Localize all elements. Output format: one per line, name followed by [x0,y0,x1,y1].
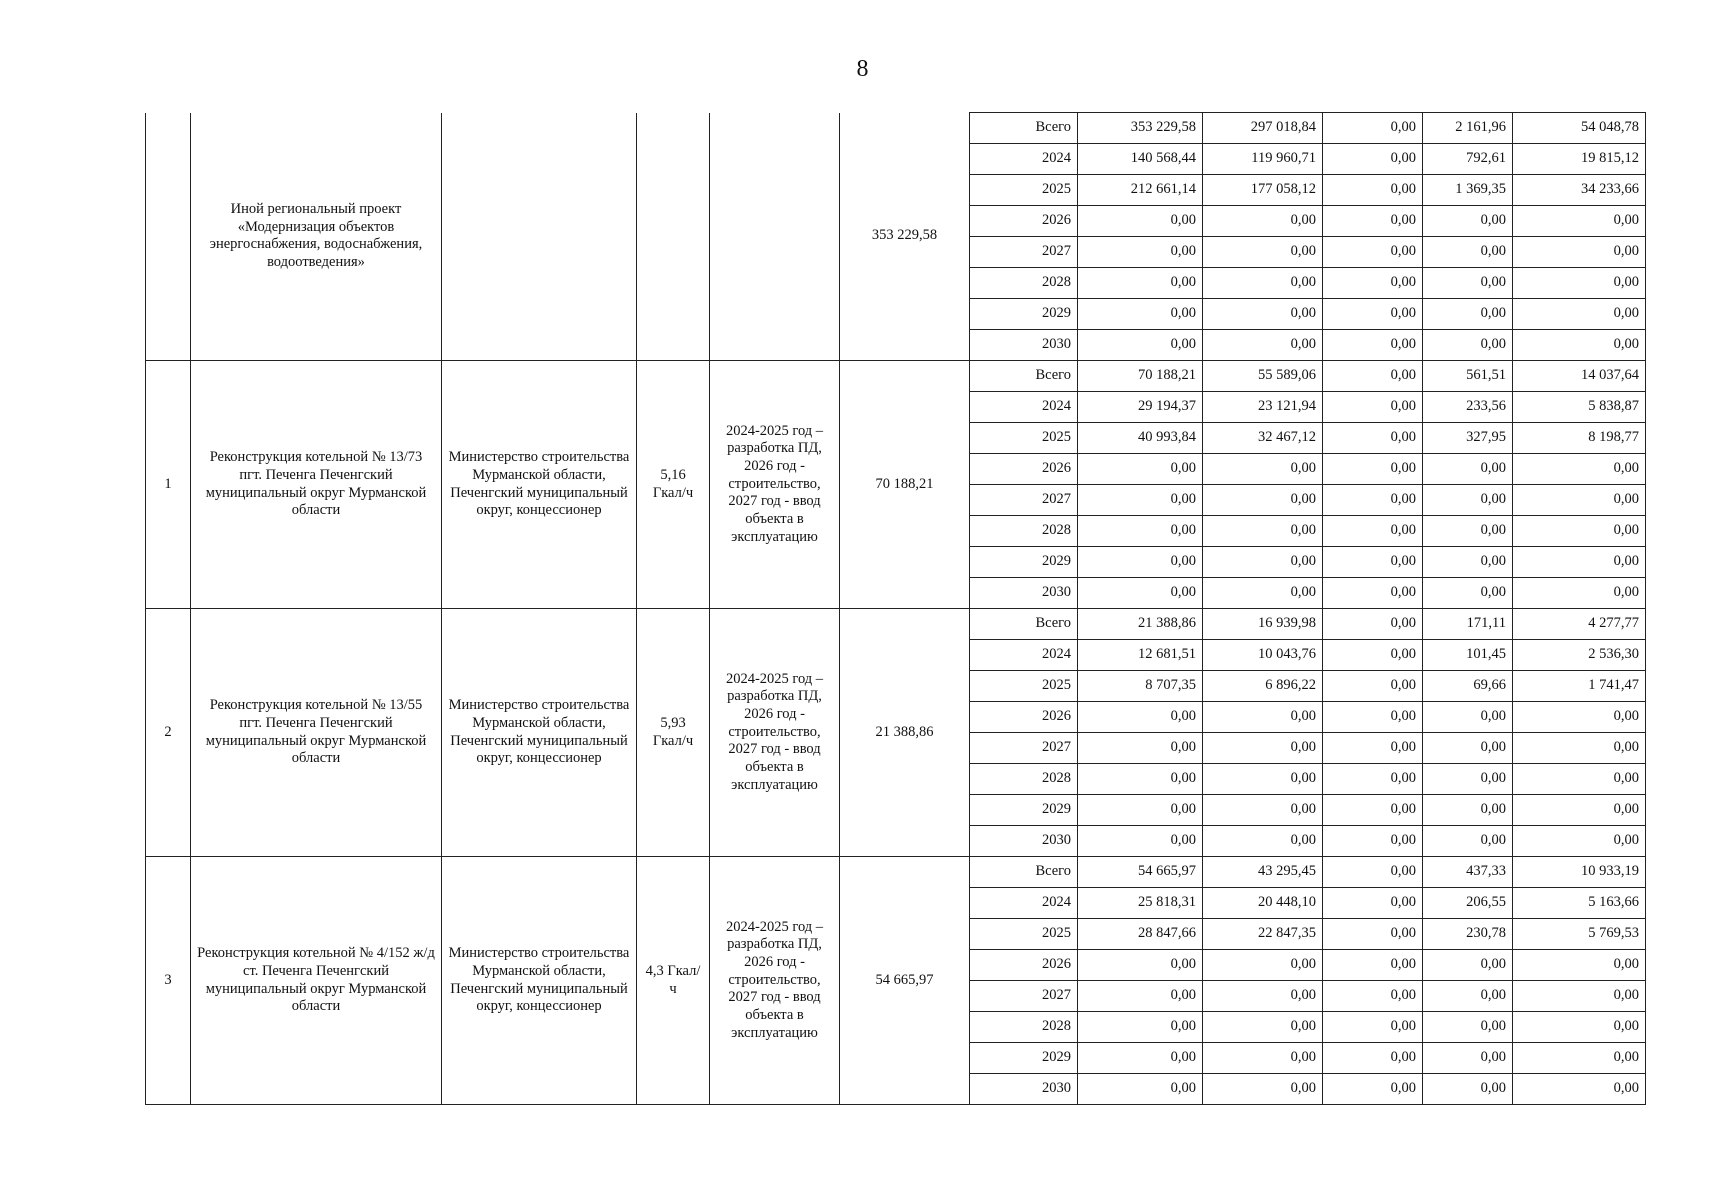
amount-local-cell: 0,00 [1423,764,1513,795]
amount-local-cell: 0,00 [1423,547,1513,578]
amount-federal-cell: 0,00 [1203,826,1323,857]
amount-extra-cell: 0,00 [1513,516,1646,547]
amount-federal-cell: 55 589,06 [1203,361,1323,392]
amount-federal-cell: 0,00 [1203,1043,1323,1074]
amount-total-cell: 212 661,14 [1078,175,1203,206]
amount-local-cell: 0,00 [1423,299,1513,330]
amount-extra-cell: 0,00 [1513,733,1646,764]
executor-cell: Министерство строительства Мурманской области, Печенгский муниципальный округ, концессионер [442,609,637,857]
amount-federal-cell: 20 448,10 [1203,888,1323,919]
amount-federal-cell: 10 043,76 [1203,640,1323,671]
amount-local-cell: 327,95 [1423,423,1513,454]
amount-extra-cell: 0,00 [1513,1012,1646,1043]
amount-extra-cell: 14 037,64 [1513,361,1646,392]
amount-total-cell: 8 707,35 [1078,671,1203,702]
amount-local-cell: 230,78 [1423,919,1513,950]
amount-federal-cell: 0,00 [1203,764,1323,795]
amount-local-cell: 0,00 [1423,795,1513,826]
amount-local-cell: 2 161,96 [1423,113,1513,144]
amount-local-cell: 0,00 [1423,1012,1513,1043]
year-cell: 2024 [970,640,1078,671]
amount-other-cell: 0,00 [1323,671,1423,702]
amount-extra-cell: 0,00 [1513,702,1646,733]
amount-local-cell: 0,00 [1423,454,1513,485]
amount-other-cell: 0,00 [1323,392,1423,423]
amount-federal-cell: 0,00 [1203,330,1323,361]
amount-federal-cell: 0,00 [1203,485,1323,516]
amount-local-cell: 206,55 [1423,888,1513,919]
amount-local-cell: 0,00 [1423,485,1513,516]
amount-federal-cell: 0,00 [1203,516,1323,547]
amount-total-cell: 0,00 [1078,206,1203,237]
amount-other-cell: 0,00 [1323,981,1423,1012]
amount-federal-cell: 0,00 [1203,454,1323,485]
amount-other-cell: 0,00 [1323,113,1423,144]
amount-other-cell: 0,00 [1323,826,1423,857]
year-cell: 2024 [970,392,1078,423]
amount-other-cell: 0,00 [1323,578,1423,609]
amount-local-cell: 792,61 [1423,144,1513,175]
year-cell: 2029 [970,795,1078,826]
amount-total-cell: 0,00 [1078,578,1203,609]
period-cell [710,113,840,361]
amount-other-cell: 0,00 [1323,175,1423,206]
amount-local-cell: 1 369,35 [1423,175,1513,206]
table-row [146,113,1646,144]
year-cell: 2028 [970,516,1078,547]
amount-extra-cell: 0,00 [1513,578,1646,609]
row-index-cell: 3 [146,857,191,1105]
object-name-cell: Реконструкция котельной № 4/152 ж/д ст. Печенга Печенгский муниципальный округ Мурманской области [191,857,442,1105]
amount-other-cell: 0,00 [1323,423,1423,454]
financing-table [145,112,1646,1105]
amount-other-cell: 0,00 [1323,1043,1423,1074]
amount-other-cell: 0,00 [1323,268,1423,299]
capacity-cell: 5,16 Гкал/ч [637,361,710,609]
amount-local-cell: 69,66 [1423,671,1513,702]
capacity-cell [637,113,710,361]
amount-total-cell: 0,00 [1078,950,1203,981]
year-cell: Всего [970,361,1078,392]
amount-other-cell: 0,00 [1323,547,1423,578]
executor-cell: Министерство строительства Мурманской области, Печенгский муниципальный округ, концессионер [442,361,637,609]
amount-extra-cell: 19 815,12 [1513,144,1646,175]
amount-total-cell: 0,00 [1078,981,1203,1012]
amount-local-cell: 0,00 [1423,733,1513,764]
amount-other-cell: 0,00 [1323,330,1423,361]
amount-local-cell: 101,45 [1423,640,1513,671]
amount-other-cell: 0,00 [1323,485,1423,516]
amount-local-cell: 233,56 [1423,392,1513,423]
year-cell: 2024 [970,888,1078,919]
amount-other-cell: 0,00 [1323,299,1423,330]
amount-extra-cell: 0,00 [1513,764,1646,795]
amount-total-cell: 353 229,58 [1078,113,1203,144]
amount-total-cell: 0,00 [1078,485,1203,516]
amount-total-cell: 0,00 [1078,516,1203,547]
year-cell: 2026 [970,702,1078,733]
period-cell: 2024-2025 год – разработка ПД, 2026 год - строительство, 2027 год - ввод объекта в эксплуатацию [710,361,840,609]
object-name-cell: Реконструкция котельной № 13/55 пгт. Печенга Печенгский муниципальный округ Мурманской области [191,609,442,857]
capacity-cell: 4,3 Гкал/ч [637,857,710,1105]
amount-federal-cell: 0,00 [1203,1012,1323,1043]
year-cell: 2025 [970,919,1078,950]
amount-federal-cell: 16 939,98 [1203,609,1323,640]
amount-total-cell: 29 194,37 [1078,392,1203,423]
year-cell: 2028 [970,1012,1078,1043]
amount-federal-cell: 0,00 [1203,299,1323,330]
row-index-cell: 2 [146,609,191,857]
amount-extra-cell: 0,00 [1513,826,1646,857]
row-index-cell: 1 [146,361,191,609]
year-cell: 2028 [970,764,1078,795]
amount-other-cell: 0,00 [1323,206,1423,237]
year-cell: 2025 [970,175,1078,206]
amount-federal-cell: 0,00 [1203,702,1323,733]
amount-total-cell: 0,00 [1078,268,1203,299]
amount-total-cell: 0,00 [1078,1074,1203,1105]
amount-federal-cell: 0,00 [1203,1074,1323,1105]
period-cell: 2024-2025 год – разработка ПД, 2026 год - строительство, 2027 год - ввод объекта в эксплуатацию [710,609,840,857]
amount-total-cell: 0,00 [1078,1012,1203,1043]
amount-other-cell: 0,00 [1323,1012,1423,1043]
amount-total-cell: 70 188,21 [1078,361,1203,392]
amount-total-cell: 0,00 [1078,826,1203,857]
period-cell: 2024-2025 год – разработка ПД, 2026 год - строительство, 2027 год - ввод объекта в эксплуатацию [710,857,840,1105]
amount-federal-cell: 177 058,12 [1203,175,1323,206]
amount-total-cell: 0,00 [1078,764,1203,795]
year-cell: 2026 [970,454,1078,485]
amount-total-cell: 12 681,51 [1078,640,1203,671]
object-total-cell: 21 388,86 [840,609,970,857]
amount-federal-cell: 297 018,84 [1203,113,1323,144]
amount-federal-cell: 0,00 [1203,950,1323,981]
year-cell: 2029 [970,1043,1078,1074]
amount-extra-cell: 0,00 [1513,795,1646,826]
amount-extra-cell: 0,00 [1513,454,1646,485]
amount-extra-cell: 10 933,19 [1513,857,1646,888]
amount-extra-cell: 0,00 [1513,950,1646,981]
amount-other-cell: 0,00 [1323,516,1423,547]
amount-total-cell: 0,00 [1078,330,1203,361]
amount-extra-cell: 0,00 [1513,330,1646,361]
amount-local-cell: 0,00 [1423,981,1513,1012]
amount-federal-cell: 0,00 [1203,733,1323,764]
amount-federal-cell: 43 295,45 [1203,857,1323,888]
year-cell: 2029 [970,547,1078,578]
amount-local-cell: 0,00 [1423,826,1513,857]
executor-cell [442,113,637,361]
amount-total-cell: 140 568,44 [1078,144,1203,175]
amount-local-cell: 0,00 [1423,516,1513,547]
amount-federal-cell: 6 896,22 [1203,671,1323,702]
amount-local-cell: 0,00 [1423,206,1513,237]
amount-federal-cell: 119 960,71 [1203,144,1323,175]
year-cell: 2028 [970,268,1078,299]
amount-total-cell: 0,00 [1078,795,1203,826]
year-cell: 2029 [970,299,1078,330]
amount-total-cell: 25 818,31 [1078,888,1203,919]
amount-extra-cell: 0,00 [1513,206,1646,237]
amount-total-cell: 0,00 [1078,237,1203,268]
amount-local-cell: 0,00 [1423,237,1513,268]
year-cell: 2030 [970,1074,1078,1105]
amount-total-cell: 21 388,86 [1078,609,1203,640]
year-cell: 2027 [970,237,1078,268]
amount-other-cell: 0,00 [1323,144,1423,175]
amount-extra-cell: 5 163,66 [1513,888,1646,919]
amount-total-cell: 54 665,97 [1078,857,1203,888]
year-cell: 2030 [970,826,1078,857]
amount-federal-cell: 22 847,35 [1203,919,1323,950]
amount-total-cell: 0,00 [1078,454,1203,485]
amount-extra-cell: 4 277,77 [1513,609,1646,640]
amount-extra-cell: 0,00 [1513,268,1646,299]
amount-other-cell: 0,00 [1323,950,1423,981]
amount-federal-cell: 0,00 [1203,578,1323,609]
table-row [146,609,1646,640]
amount-extra-cell: 1 741,47 [1513,671,1646,702]
amount-other-cell: 0,00 [1323,888,1423,919]
amount-local-cell: 0,00 [1423,268,1513,299]
table-row [146,361,1646,392]
amount-extra-cell: 0,00 [1513,1043,1646,1074]
amount-local-cell: 0,00 [1423,1043,1513,1074]
amount-other-cell: 0,00 [1323,609,1423,640]
object-name-cell: Иной региональный проект «Модернизация объектов энергоснабжения, водоснабжения, водоотведения» [191,113,442,361]
year-cell: 2027 [970,981,1078,1012]
amount-local-cell: 0,00 [1423,578,1513,609]
year-cell: 2030 [970,330,1078,361]
amount-federal-cell: 0,00 [1203,268,1323,299]
year-cell: 2026 [970,206,1078,237]
amount-local-cell: 171,11 [1423,609,1513,640]
year-cell: 2027 [970,485,1078,516]
amount-total-cell: 0,00 [1078,702,1203,733]
amount-total-cell: 0,00 [1078,733,1203,764]
amount-extra-cell: 0,00 [1513,237,1646,268]
object-total-cell: 353 229,58 [840,113,970,361]
page-number: 8 [856,56,869,82]
amount-extra-cell: 34 233,66 [1513,175,1646,206]
amount-local-cell: 0,00 [1423,702,1513,733]
year-cell: Всего [970,113,1078,144]
amount-federal-cell: 0,00 [1203,981,1323,1012]
amount-federal-cell: 0,00 [1203,237,1323,268]
row-index-cell [146,113,191,361]
amount-other-cell: 0,00 [1323,795,1423,826]
year-cell: Всего [970,857,1078,888]
year-cell: 2024 [970,144,1078,175]
amount-extra-cell: 54 048,78 [1513,113,1646,144]
amount-other-cell: 0,00 [1323,919,1423,950]
amount-local-cell: 0,00 [1423,1074,1513,1105]
amount-extra-cell: 0,00 [1513,547,1646,578]
amount-other-cell: 0,00 [1323,702,1423,733]
amount-federal-cell: 32 467,12 [1203,423,1323,454]
amount-extra-cell: 2 536,30 [1513,640,1646,671]
amount-local-cell: 0,00 [1423,950,1513,981]
amount-other-cell: 0,00 [1323,454,1423,485]
amount-total-cell: 28 847,66 [1078,919,1203,950]
amount-federal-cell: 0,00 [1203,795,1323,826]
amount-extra-cell: 0,00 [1513,299,1646,330]
amount-extra-cell: 5 769,53 [1513,919,1646,950]
amount-total-cell: 0,00 [1078,547,1203,578]
amount-other-cell: 0,00 [1323,237,1423,268]
year-cell: 2025 [970,423,1078,454]
capacity-cell: 5,93 Гкал/ч [637,609,710,857]
year-cell: Всего [970,609,1078,640]
amount-total-cell: 40 993,84 [1078,423,1203,454]
object-total-cell: 54 665,97 [840,857,970,1105]
amount-other-cell: 0,00 [1323,857,1423,888]
object-total-cell: 70 188,21 [840,361,970,609]
amount-federal-cell: 0,00 [1203,547,1323,578]
amount-extra-cell: 0,00 [1513,1074,1646,1105]
amount-other-cell: 0,00 [1323,1074,1423,1105]
executor-cell: Министерство строительства Мурманской области, Печенгский муниципальный округ, концессионер [442,857,637,1105]
amount-other-cell: 0,00 [1323,733,1423,764]
amount-local-cell: 437,33 [1423,857,1513,888]
amount-federal-cell: 0,00 [1203,206,1323,237]
year-cell: 2026 [970,950,1078,981]
amount-other-cell: 0,00 [1323,640,1423,671]
amount-other-cell: 0,00 [1323,764,1423,795]
amount-local-cell: 561,51 [1423,361,1513,392]
amount-federal-cell: 23 121,94 [1203,392,1323,423]
year-cell: 2025 [970,671,1078,702]
amount-total-cell: 0,00 [1078,1043,1203,1074]
amount-extra-cell: 0,00 [1513,981,1646,1012]
amount-extra-cell: 5 838,87 [1513,392,1646,423]
amount-extra-cell: 8 198,77 [1513,423,1646,454]
table-row [146,857,1646,888]
amount-total-cell: 0,00 [1078,299,1203,330]
amount-other-cell: 0,00 [1323,361,1423,392]
amount-local-cell: 0,00 [1423,330,1513,361]
object-name-cell: Реконструкция котельной № 13/73 пгт. Печенга Печенгский муниципальный округ Мурманской области [191,361,442,609]
table-body [146,113,1646,1105]
year-cell: 2027 [970,733,1078,764]
year-cell: 2030 [970,578,1078,609]
amount-extra-cell: 0,00 [1513,485,1646,516]
